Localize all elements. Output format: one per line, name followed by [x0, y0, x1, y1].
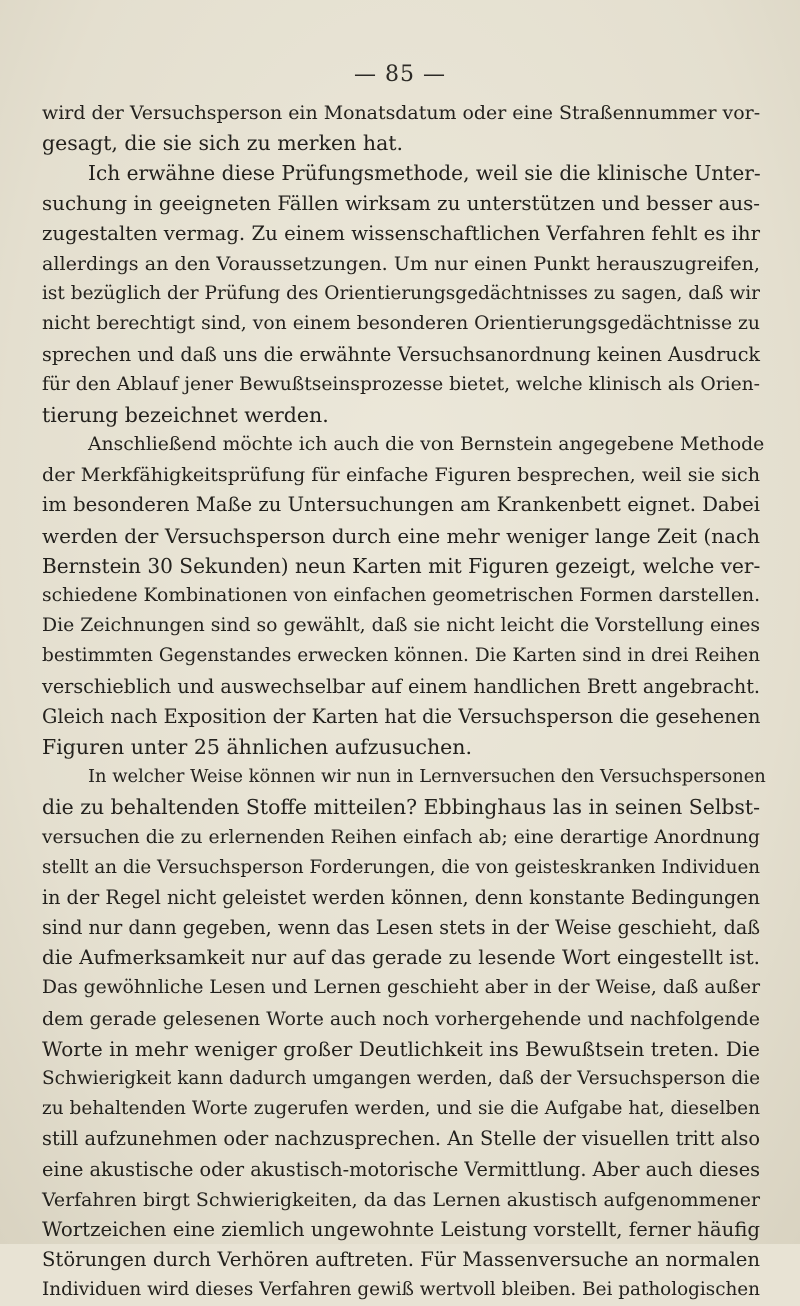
text-line: Wortzeichen eine ziemlich ungewohnte Leistung vorstellt, ferner häufig: [42, 1217, 760, 1241]
text-line: Bernstein 30 Sekunden) neun Karten mit Figuren gezeigt, welche ver-: [42, 553, 761, 578]
text-line: sind nur dann gegeben, wenn das Lesen stets in der Weise geschieht, daß: [42, 916, 760, 940]
text-line: bestimmten Gegenstandes erwecken können. Die Karten sind in drei Reihen: [42, 645, 760, 667]
text-line: wird der Versuchsperson ein Monatsdatum oder eine Straßennummer vor-: [42, 102, 761, 124]
text-line: versuchen die zu erlernenden Reihen einfach ab; eine derartige Anordnung: [42, 826, 760, 848]
text-line: Figuren unter 25 ähnlichen aufzusuchen.: [42, 734, 472, 759]
text-line: allerdings an den Voraussetzungen. Um nur einen Punkt herauszugreifen,: [42, 251, 760, 275]
text-line: der Merkfähigkeitsprüfung für einfache Figuren besprechen, weil sie sich: [42, 463, 760, 487]
text-line: Ich erwähne diese Prüfungsmethode, weil sie die klinische Unter-: [88, 161, 761, 186]
body-text: [42, 98, 766, 1306]
text-line: nicht berechtigt sind, von einem besonderen Orientierungsgedächtnisse zu: [42, 313, 760, 335]
text-line: gesagt, die sie sich zu merken hat.: [42, 131, 404, 156]
text-line: in der Regel nicht geleistet werden können, denn konstante Bedingungen: [42, 885, 760, 909]
text-line: Anschließend möchte ich auch die von Bernstein angegebene Methode: [88, 434, 765, 456]
text-line: Gleich nach Exposition der Karten hat die Versuchsperson die gesehenen: [42, 704, 761, 728]
text-line: für den Ablauf jener Bewußtseinsprozesse bietet, welche klinisch als Orien-: [42, 373, 760, 395]
text-line: die Aufmerksamkeit nur auf das gerade zu lesende Wort eingestellt ist.: [42, 946, 760, 970]
text-line: tierung bezeichnet werden.: [42, 402, 329, 427]
text-line: Individuen wird dieses Verfahren gewiß wertvoll bleiben. Bei pathologischen: [42, 1279, 760, 1301]
text-line: schiedene Kombinationen von einfachen geometrischen Formen darstellen.: [42, 585, 761, 606]
text-line: werden der Versuchsperson durch eine mehr weniger lange Zeit (nach: [42, 523, 760, 548]
text-line: die zu behaltenden Stoffe mitteilen? Ebbinghaus las in seinen Selbst-: [42, 795, 760, 820]
text-line: zugestalten vermag. Zu einem wissenschaftlichen Verfahren fehlt es ihr: [42, 221, 760, 245]
text-line: verschieblich und auswechselbar auf einem handlichen Brett angebracht.: [42, 674, 760, 698]
text-line: Verfahren birgt Schwierigkeiten, da das Lernen akustisch aufgenommener: [42, 1188, 760, 1211]
text-line: Schwierigkeit kann dadurch umgangen werden, daß der Versuchsperson die: [42, 1068, 760, 1089]
text-line: Störungen durch Verhören auftreten. Für Massenversuche an normalen: [42, 1248, 760, 1272]
text-line: ist bezüglich der Prüfung des Orientierungsgedächtnisses zu sagen, daß wir: [42, 283, 760, 305]
text-line: Das gewöhnliche Lesen und Lernen geschieht aber in der Weise, daß außer: [42, 977, 760, 999]
text-line: still aufzunehmen oder nachzusprechen. An Stelle der visuellen tritt also: [42, 1127, 760, 1151]
text-line: stellt an die Versuchsperson Forderungen, die von geisteskranken Individuen: [42, 856, 760, 878]
text-line: eine akustische oder akustisch-motorische Vermittlung. Aber auch dieses: [42, 1157, 760, 1181]
text-line: zu behaltenden Worte zugerufen werden, und sie die Aufgabe hat, dieselben: [42, 1098, 760, 1120]
text-line: sprechen und daß uns die erwähnte Versuchsanordnung keinen Ausdruck: [42, 342, 760, 366]
text-line: Worte in mehr weniger großer Deutlichkeit ins Bewußtsein treten. Die: [42, 1036, 760, 1061]
page-number: — 85 —: [354, 62, 446, 87]
text-line: dem gerade gelesenen Worte auch noch vorhergehende und nachfolgende: [42, 1007, 760, 1030]
text-line: In welcher Weise können wir nun in Lernversuchen den Versuchspersonen: [88, 766, 766, 788]
text-line: Die Zeichnungen sind so gewählt, daß sie nicht leicht die Vorstellung eines: [42, 615, 760, 637]
text-line: suchung in geeigneten Fällen wirksam zu unterstützen und besser aus-: [42, 191, 760, 215]
text-line: im besonderen Maße zu Untersuchungen am Krankenbett eignet. Dabei: [42, 493, 760, 517]
